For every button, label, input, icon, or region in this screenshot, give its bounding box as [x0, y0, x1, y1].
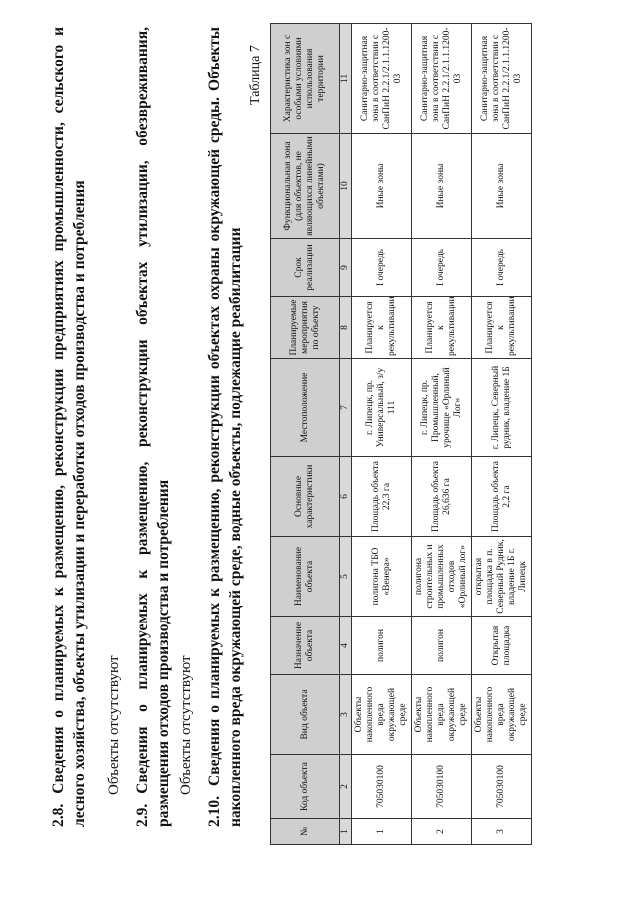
table-cell: 705030100: [472, 755, 532, 819]
table-cell: Санитарно-защитная зона в соответствии с СанПиН 2.2.1/2.1.1.1200-03: [412, 24, 472, 134]
header-cell: Планируемые мероприятия по объекту: [271, 297, 340, 359]
section-2-8-number: 2.8.: [50, 803, 67, 827]
column-number: 1: [340, 819, 352, 845]
table-cell: полигон: [412, 617, 472, 675]
section-2-9-title: Сведения о планируемых к размещению, реконструкции объектах утилизации, обезвреживания, размещения отходов производства и потребления: [134, 27, 172, 827]
section-2-8-heading: [48, 27, 90, 827]
section-2-10-heading: [204, 27, 246, 827]
section-2-10-number: 2.10.: [206, 796, 223, 827]
table-cell: 1: [352, 819, 412, 845]
table-cell: Открытая площадка: [472, 617, 532, 675]
header-cell: Вид объекта: [271, 675, 340, 755]
table-row: [352, 24, 412, 845]
table-cell: Иные зоны: [472, 134, 532, 239]
table-cell: Объекты накопленного вреда окружающей среде: [472, 675, 532, 755]
table-row: [472, 24, 532, 845]
objects-table: [270, 23, 532, 845]
column-number: 3: [340, 675, 352, 755]
table-cell: Иные зоны: [352, 134, 412, 239]
column-number: 2: [340, 755, 352, 819]
column-number: 7: [340, 359, 352, 457]
column-number: 9: [340, 239, 352, 297]
table-cell: Объекты накопленного вреда окружающей среде: [412, 675, 472, 755]
header-cell: Код объекта: [271, 755, 340, 819]
table-cell: Площадь объекта 22,3 га: [352, 457, 412, 537]
table-cell: 705030100: [412, 755, 472, 819]
column-number: 10: [340, 134, 352, 239]
column-number: 11: [340, 24, 352, 134]
column-number-row: [340, 24, 352, 845]
column-number: 5: [340, 537, 352, 617]
section-2-8-title: Сведения о планируемых к размещению, реконструкции предприятиях промышленности, сельского и лесного хозяйства, объекты утилизации и переработки отходов производства и потребления: [50, 27, 88, 827]
table-cell: г. Липецк, пр. Универсальный, з/у 111: [352, 359, 412, 457]
table-row: [412, 24, 472, 845]
table-cell: I очередь: [352, 239, 412, 297]
table-cell: Площадь объекта 2,2 га: [472, 457, 532, 537]
table-cell: Планируется к рекультивации: [352, 297, 412, 359]
table-cell: Санитарно-защитная зона в соответствии с СанПиН 2.2.1/2.1.1.1200-03: [352, 24, 412, 134]
table-cell: Иные зоны: [412, 134, 472, 239]
table-cell: г. Липецк, пр. Промышленный, урочище «Орлиный Лог»: [412, 359, 472, 457]
table-cell: I очередь: [472, 239, 532, 297]
column-number: 6: [340, 457, 352, 537]
section-2-9-text: Объекты отсутствуют: [178, 655, 194, 795]
table-cell: 705030100: [352, 755, 412, 819]
table-cell: Планируется к рекультивации: [412, 297, 472, 359]
table-header-row: [271, 24, 340, 845]
header-cell: Назначение объекта: [271, 617, 340, 675]
table-caption: Таблица 7: [248, 45, 263, 105]
table-cell: полигон: [352, 617, 412, 675]
table-cell: открытая площадка в п. Северный Рудник, владение 1Б г. Липецк: [472, 537, 532, 617]
header-cell: Функциональная зона (для объектов, не являющихся линейными объектами): [271, 134, 340, 239]
header-cell: Местоположение: [271, 359, 340, 457]
header-cell: №: [271, 819, 340, 845]
section-2-8-text: Объекты отсутствуют: [106, 655, 122, 795]
column-number: 8: [340, 297, 352, 359]
table-cell: полигона ТБО «Венера»: [352, 537, 412, 617]
section-2-9-number: 2.9.: [134, 803, 151, 827]
table-cell: I очередь: [412, 239, 472, 297]
table-cell: Планируется к рекультивации: [472, 297, 532, 359]
header-cell: Наименование объекта: [271, 537, 340, 617]
table-cell: 3: [472, 819, 532, 845]
column-number: 4: [340, 617, 352, 675]
section-2-10-title: Сведения о планируемых к размещению, реконструкции объектах охраны окружающей среды. Объекты накопленного вреда окружающей среде, водные объекты, подлежащие реабилитации: [206, 27, 244, 827]
header-cell: Срок реализации: [271, 239, 340, 297]
header-cell: Основные характеристики: [271, 457, 340, 537]
table-cell: Объекты накопленного вреда окружающей среде: [352, 675, 412, 755]
header-cell: Характеристика зон с особыми условиями использования территории: [271, 24, 340, 134]
table-cell: 2: [412, 819, 472, 845]
table-cell: Площадь объекта 26,636 га: [412, 457, 472, 537]
section-2-9-heading: [132, 27, 174, 827]
table-cell: Санитарно-защитная зона в соответствии с СанПиН 2.2.1/2.1.1.1200-03: [472, 24, 532, 134]
table-cell: полигона строительных и промышленных отходов «Орлиный лог»: [412, 537, 472, 617]
table-cell: г. Липецк, Северный рудник, владение 1Б: [472, 359, 532, 457]
